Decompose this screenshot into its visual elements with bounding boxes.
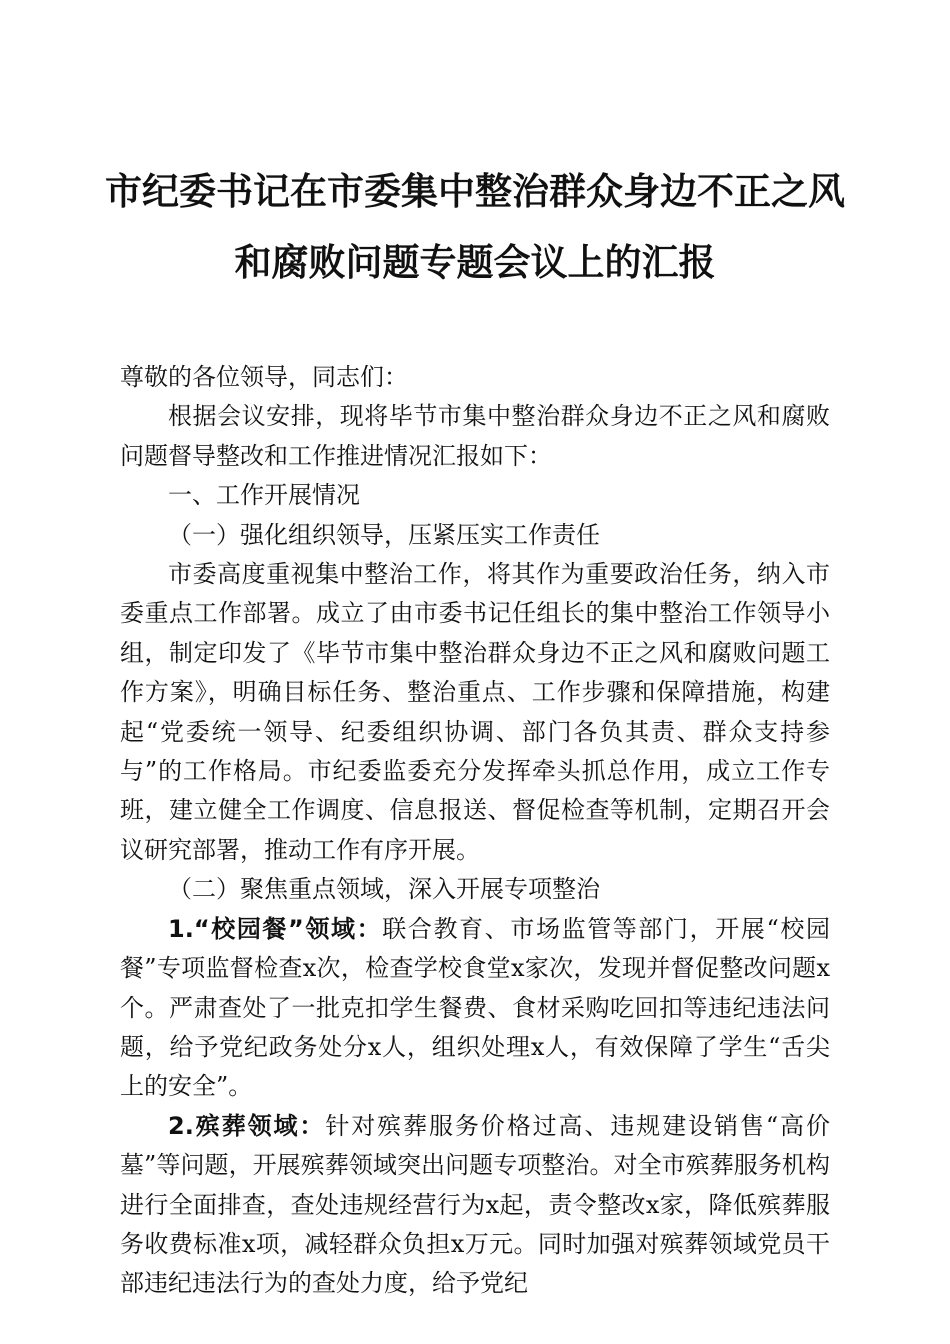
item-1-paragraph — [120, 910, 830, 1107]
document-title-line-1: 市纪委书记在市委集中整治群众身边不正之风 — [105, 170, 845, 213]
subsection-heading-2: （二）聚焦重点领域，深入开展专项整治 — [168, 875, 600, 904]
item-1-lead: 1.“校园餐”领域： — [168, 914, 383, 943]
salutation: 尊敬的各位领导，同志们： — [120, 363, 408, 391]
item-2-body: 针对殡葬服务价格过高、违规建设销售“高价墓”等问题，开展殡葬领域突出问题专项整治。对全市殡葬服务机构进行全面排查，查处违规经营行为x起，责令整改x家，降低殡葬服务收费标准x项，减轻群众负担x万元。同时加强对殡葬领域党员干部违纪违法行为的查处力度，给予党纪 — [120, 1111, 830, 1298]
item-1-body: 联合教育、市场监管等部门，开展“校园餐”专项监督检查x次，检查学校食堂x家次，发现并督促整改问题x个。严肃查处了一批克扣学生餐费、食材采购吃回扣等违纪违法问题，给予党纪政务处分x人，组织处理x人，有效保障了学生“舌尖上的安全”。 — [120, 914, 830, 1101]
subsection-1-paragraph: 市委高度重视集中整治工作，将其作为重要政治任务，纳入市委重点工作部署。成立了由市委书记任组长的集中整治工作领导小组，制定印发了《毕节市集中整治群众身边不正之风和腐败问题工作方案》，明确目标任务、整治重点、工作步骤和保障措施，构建起“党委统一领导、纪委组织协调、部门各负其责、群众支持参与”的工作格局。市纪委监委充分发挥牵头抓总作用，成立工作专班，建立健全工作调度、信息报送、督促检查等机制，定期召开会议研究部署，推动工作有序开展。 — [120, 560, 830, 864]
intro-paragraph: 根据会议安排，现将毕节市集中整治群众身边不正之风和腐败问题督导整改和工作推进情况汇报如下： — [120, 402, 830, 470]
item-2-paragraph — [120, 1107, 830, 1304]
item-2-lead: 2.殡葬领域： — [168, 1111, 326, 1140]
subsection-heading-1: （一）强化组织领导，压紧压实工作责任 — [168, 520, 600, 549]
document-body — [120, 358, 830, 1304]
section-heading-1: 一、工作开展情况 — [168, 481, 360, 510]
document-title-line-2: 和腐败问题专题会议上的汇报 — [234, 241, 716, 284]
